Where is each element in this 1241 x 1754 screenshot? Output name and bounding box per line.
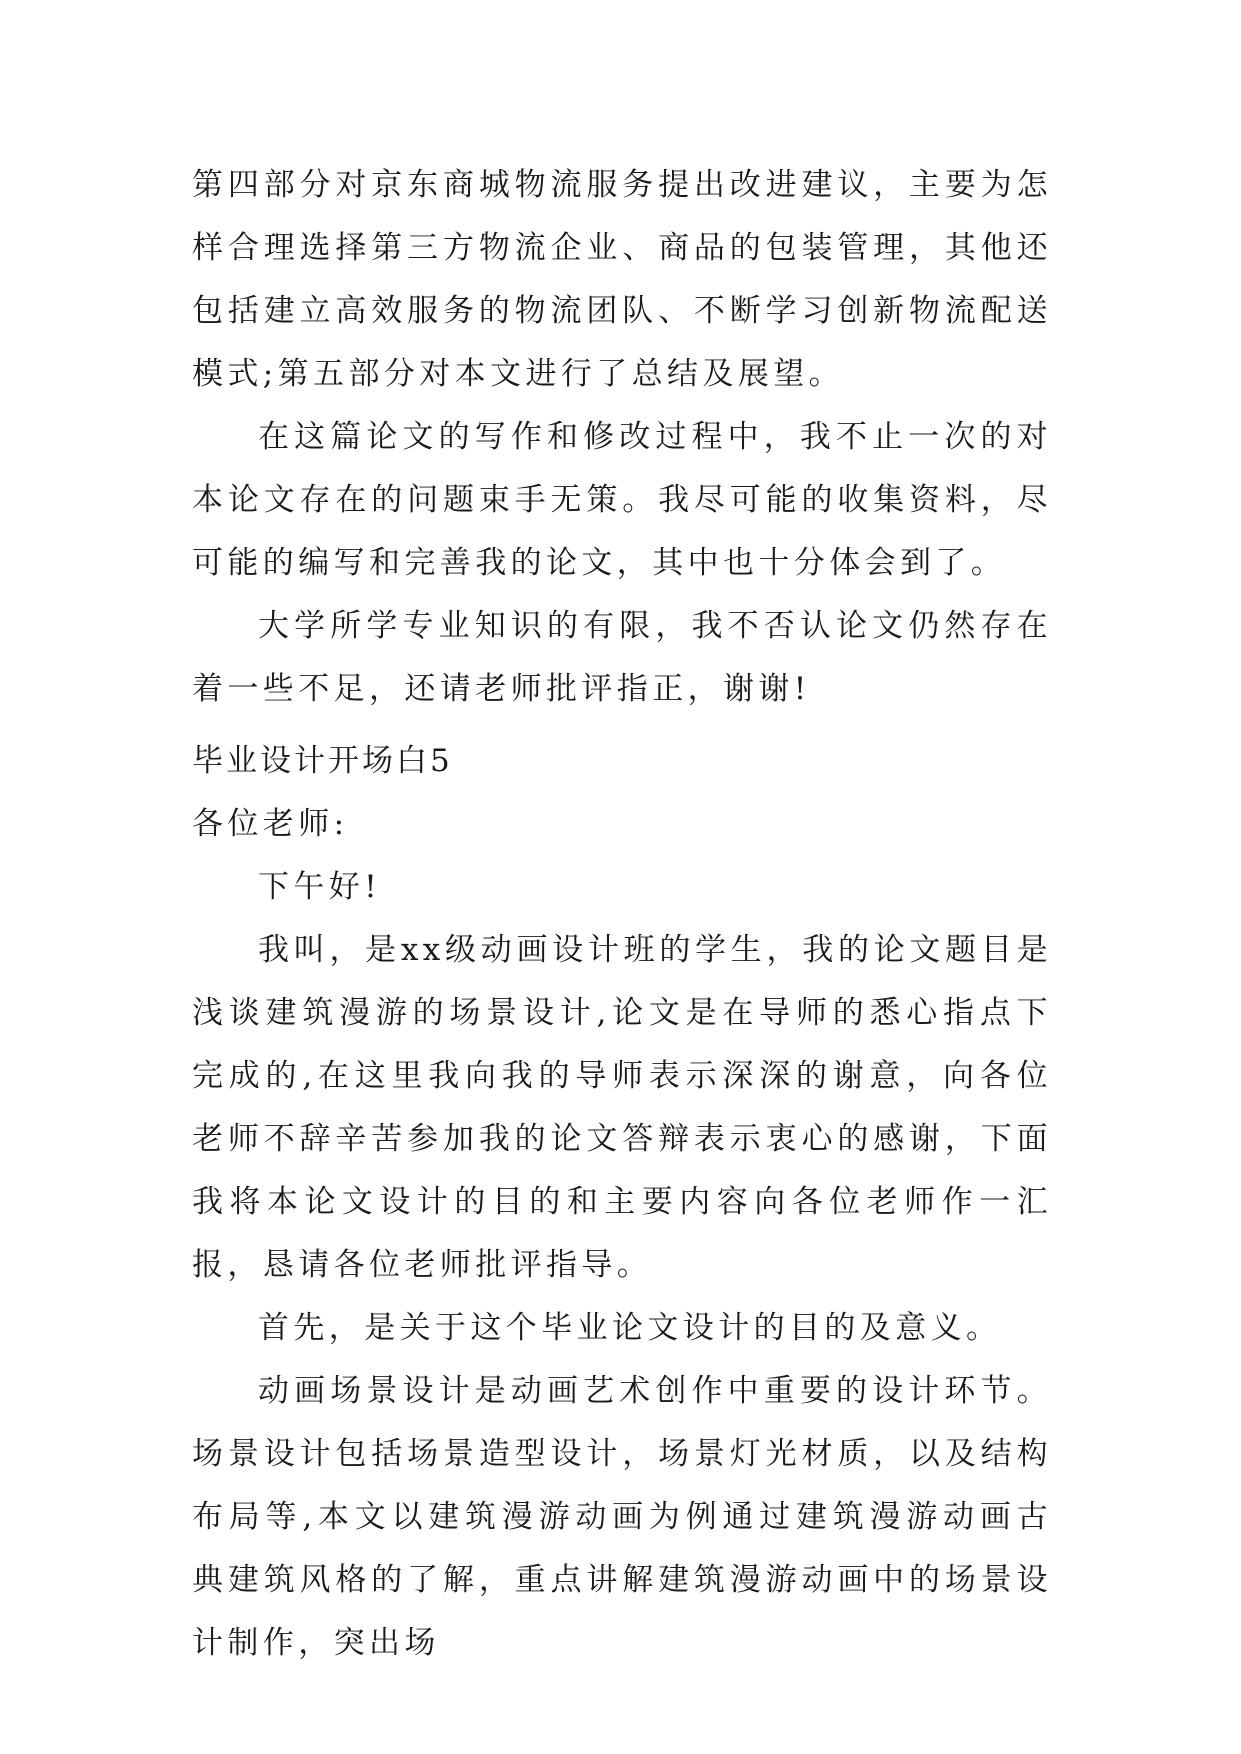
section-heading: 毕业设计开场白5 — [192, 743, 453, 779]
paragraph-writing-process: 在这篇论文的写作和修改过程中，我不止一次的对本论文存在的问题束手无策。我尽可能的收集资料，尽可能的编写和完善我的论文，其中也十分体会到了。 — [192, 419, 1052, 581]
salutation: 各位老师: — [192, 806, 349, 842]
paragraph-purpose-intro: 首先，是关于这个毕业论文设计的目的及意义。 — [258, 1310, 1002, 1346]
paragraph-part-four-summary: 第四部分对京东商城物流服务提出改进建议，主要为怎样合理选择第三方物流企业、商品的包装管理，其他还包括建立高效服务的物流团队、不断学习创新物流配送模式;第五部分对本文进行了总结及展望。 — [192, 167, 1052, 392]
paragraph-closing-thanks: 大学所学专业知识的有限，我不否认论文仍然存在着一些不足，还请老师批评指正，谢谢! — [192, 608, 1052, 707]
body-section-1 — [192, 154, 1052, 721]
paragraph-scene-design: 动画场景设计是动画艺术创作中重要的设计环节。场景设计包括场景造型设计，场景灯光材质，以及结构布局等,本文以建筑漫游动画为例通过建筑漫游动画古典建筑风格的了解，重点讲解建筑漫游动画中的场景设计制作，突出场 — [192, 1373, 1052, 1661]
greeting: 下午好! — [258, 869, 382, 905]
body-section-2 — [192, 730, 1052, 1675]
paragraph-self-introduction: 我叫，是xx级动画设计班的学生，我的论文题目是浅谈建筑漫游的场景设计,论文是在导师的悉心指点下完成的,在这里我向我的导师表示深深的谢意，向各位老师不辞辛苦参加我的论文答辩表示衷心的感谢，下面我将本论文设计的目的和主要内容向各位老师作一汇报，恳请各位老师批评指导。 — [192, 932, 1052, 1283]
